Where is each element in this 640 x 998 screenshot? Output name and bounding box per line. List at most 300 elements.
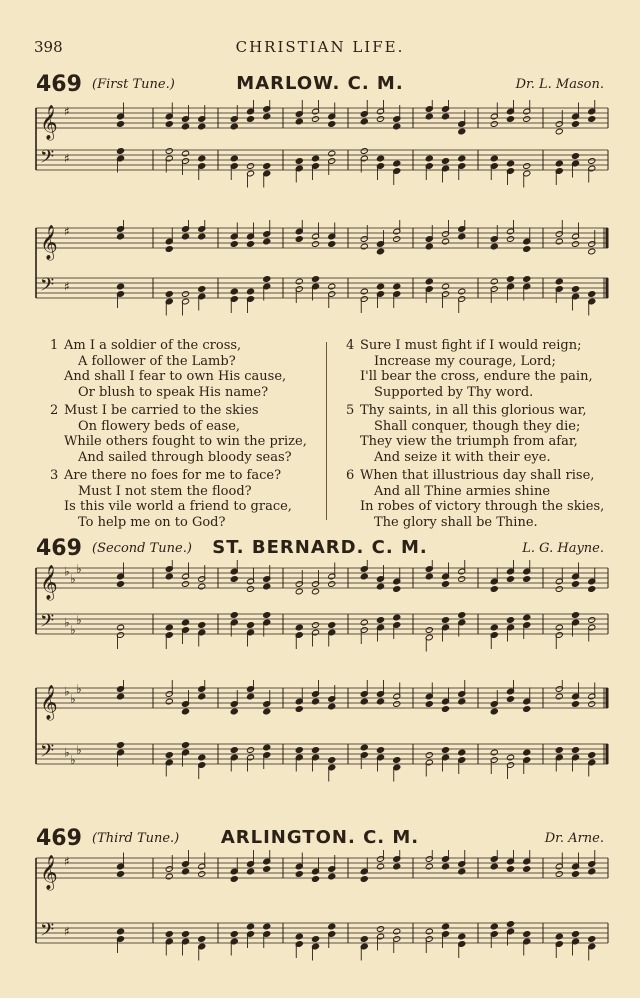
note-head: [425, 573, 433, 580]
stanza-line: And sailed through bloody seas?: [78, 449, 292, 465]
running-head: [0, 38, 640, 58]
note-head: [360, 243, 368, 250]
final-barline: [606, 278, 609, 298]
hymn-text: [0, 338, 640, 528]
note-head: [198, 583, 206, 590]
note-head: [263, 238, 271, 245]
note-head: [246, 868, 254, 875]
note-head: [328, 241, 336, 248]
note-head: [393, 283, 401, 290]
note-head: [555, 624, 563, 631]
note-head: [230, 123, 238, 130]
stanza-line: Is this vile world a friend to grace,: [64, 499, 292, 514]
note-head: [311, 936, 319, 943]
note-head: [198, 286, 206, 293]
note-head: [588, 701, 596, 708]
note-head: [181, 581, 189, 588]
note-head: [588, 617, 596, 624]
note-head: [263, 866, 271, 873]
note-head: [441, 923, 449, 930]
final-barline: [606, 744, 609, 764]
note-head: [360, 573, 368, 580]
note-head: [376, 116, 384, 123]
note-head: [458, 749, 466, 756]
tune-name: MARLOW. C. M.: [236, 73, 404, 94]
note-head: [555, 278, 563, 285]
sharp-icon: ♯: [64, 279, 70, 294]
note-head: [393, 586, 401, 593]
note-head: [425, 627, 433, 634]
note-head: [230, 155, 238, 162]
note-head: [425, 278, 433, 285]
note-head: [165, 624, 173, 631]
note-head: [198, 155, 206, 162]
stanza-line: Are there no foes for me to face?: [64, 468, 282, 483]
note-head: [360, 148, 368, 155]
note-head: [295, 706, 303, 713]
note-head: [165, 752, 173, 759]
note-head: [116, 928, 124, 935]
note-head: [263, 163, 271, 170]
note-head: [555, 238, 563, 245]
stanza-line: I'll bear the cross, endure the pain,: [360, 369, 593, 384]
stanza-line: Am I a soldier of the cross,: [64, 338, 242, 353]
tune-label: (Third Tune.): [92, 831, 180, 846]
stanza-line: And seize it with their eye.: [374, 449, 551, 465]
note-head: [311, 241, 319, 248]
note-head: [425, 928, 433, 935]
note-head: [571, 153, 579, 160]
note-head: [198, 871, 206, 878]
note-head: [506, 866, 514, 873]
note-head: [458, 155, 466, 162]
note-head: [246, 163, 254, 170]
stanza: [346, 338, 616, 400]
note-head: [490, 243, 498, 250]
sharp-icon: ♯: [64, 224, 70, 239]
note-head: [198, 233, 206, 240]
stanza-number: 4: [346, 338, 355, 353]
note-head: [116, 283, 124, 290]
note-head: [328, 923, 336, 930]
note-head: [393, 701, 401, 708]
note-head: [506, 160, 514, 167]
note-head: [571, 871, 579, 878]
bass-clef-icon: 𝄢: [40, 611, 55, 636]
note-head: [523, 866, 531, 873]
note-head: [116, 581, 124, 588]
note-head: [425, 752, 433, 759]
note-head: [263, 583, 271, 590]
note-head: [441, 581, 449, 588]
tune-heading-arlington: [0, 826, 640, 852]
stanza-line: To help me on to God?: [78, 514, 226, 530]
note-head: [425, 155, 433, 162]
note-head: [393, 928, 401, 935]
note-head: [198, 622, 206, 629]
stanza-number: 5: [346, 403, 355, 418]
note-head: [490, 863, 498, 870]
note-head: [490, 586, 498, 593]
note-head: [181, 123, 189, 130]
note-head: [328, 283, 336, 290]
note-head: [295, 278, 303, 285]
note-head: [523, 576, 531, 583]
note-head: [571, 701, 579, 708]
note-head: [360, 698, 368, 705]
stanza-line: And shall I fear to own His cause,: [64, 369, 287, 384]
note-head: [588, 248, 596, 255]
note-head: [246, 586, 254, 593]
note-head: [360, 118, 368, 125]
note-head: [311, 116, 319, 123]
note-head: [458, 288, 466, 295]
note-head: [328, 581, 336, 588]
note-head: [490, 708, 498, 715]
note-head: [328, 873, 336, 880]
treble-clef-icon: 𝄞: [40, 225, 58, 260]
hymn-number: 469: [36, 536, 82, 561]
stanza-number: 6: [346, 468, 355, 483]
music-system: [0, 100, 640, 196]
note-head: [523, 276, 531, 283]
note-head: [555, 693, 563, 700]
note-head: [311, 747, 319, 754]
stanza-line: In robes of victory through the skies,: [360, 499, 605, 514]
note-head: [116, 624, 124, 631]
note-head: [328, 703, 336, 710]
note-head: [360, 936, 368, 943]
note-head: [506, 576, 514, 583]
note-head: [181, 291, 189, 298]
note-head: [165, 121, 173, 128]
note-head: [458, 868, 466, 875]
note-head: [588, 936, 596, 943]
note-head: [458, 576, 466, 583]
stanza-line: Must I not stem the flood?: [78, 483, 252, 499]
stanza: [50, 468, 320, 530]
note-head: [165, 698, 173, 705]
music-system: [0, 220, 640, 332]
note-head: [376, 863, 384, 870]
stanza-line: Sure I must fight if I would reign;: [360, 338, 582, 353]
note-head: [555, 933, 563, 940]
note-head: [116, 233, 124, 240]
note-head: [230, 288, 238, 295]
note-head: [376, 583, 384, 590]
note-head: [441, 283, 449, 290]
final-barline: [606, 688, 609, 708]
hymn-number: 469: [36, 826, 82, 851]
note-head: [181, 708, 189, 715]
note-head: [588, 868, 596, 875]
sharp-icon: ♯: [64, 854, 70, 869]
running-title: CHRISTIAN LIFE.: [235, 38, 405, 56]
note-head: [311, 876, 319, 883]
note-head: [425, 113, 433, 120]
stanza-number: 3: [50, 468, 59, 483]
note-head: [230, 241, 238, 248]
note-head: [393, 863, 401, 870]
note-head: [360, 876, 368, 883]
tune-composer: Dr. Arne.: [544, 831, 604, 846]
note-head: [588, 752, 596, 759]
stanza-line: While others fought to win the prize,: [64, 434, 307, 449]
flat-icon: ♭: [76, 613, 82, 627]
bass-clef-icon: 𝄢: [40, 147, 55, 172]
stanza: [346, 468, 616, 530]
note-head: [588, 116, 596, 123]
note-head: [295, 871, 303, 878]
treble-clef-icon: 𝄞: [40, 565, 58, 600]
stanza-line: Must I be carried to the skies: [64, 403, 259, 418]
note-head: [263, 612, 271, 619]
note-head: [198, 936, 206, 943]
note-head: [295, 118, 303, 125]
stanza-line: Increase my courage, Lord;: [374, 353, 556, 369]
note-head: [393, 757, 401, 764]
tune-label: (Second Tune.): [92, 541, 192, 556]
flat-icon: ♭: [76, 682, 82, 696]
note-head: [588, 586, 596, 593]
note-head: [246, 288, 254, 295]
note-head: [588, 158, 596, 165]
stanza-number: 1: [50, 338, 59, 353]
note-head: [230, 931, 238, 938]
note-head: [571, 931, 579, 938]
note-head: [523, 246, 531, 253]
note-head: [246, 693, 254, 700]
sharp-icon: ♯: [64, 151, 70, 166]
note-head: [246, 747, 254, 754]
note-head: [328, 622, 336, 629]
stanza-column-left: [50, 338, 320, 533]
bass-clef-icon: 𝄢: [40, 275, 55, 300]
column-divider: [326, 342, 327, 520]
note-head: [181, 233, 189, 240]
treble-clef-icon: 𝄞: [40, 105, 58, 140]
note-head: [458, 933, 466, 940]
note-head: [441, 617, 449, 624]
note-head: [263, 276, 271, 283]
note-head: [441, 863, 449, 870]
music-system: [0, 560, 640, 664]
page-number: 398: [34, 38, 63, 56]
note-head: [441, 747, 449, 754]
note-head: [246, 241, 254, 248]
note-head: [571, 286, 579, 293]
note-head: [523, 116, 531, 123]
note-head: [458, 612, 466, 619]
note-head: [555, 128, 563, 135]
note-head: [441, 158, 449, 165]
note-head: [571, 241, 579, 248]
music-system: [0, 680, 640, 804]
bass-clef-icon: 𝄢: [40, 920, 55, 945]
sharp-icon: ♯: [64, 924, 70, 939]
note-head: [441, 113, 449, 120]
note-head: [295, 158, 303, 165]
note-head: [506, 921, 514, 928]
note-head: [523, 706, 531, 713]
flat-icon: ♭: [76, 562, 82, 576]
tune-heading-st-bernard: [0, 536, 640, 562]
note-head: [425, 863, 433, 870]
note-head: [263, 113, 271, 120]
note-head: [311, 622, 319, 629]
note-head: [571, 747, 579, 754]
hymn-number: 469: [36, 72, 82, 97]
flat-icon: ♭: [70, 623, 76, 637]
music-system: [0, 850, 640, 990]
note-head: [458, 698, 466, 705]
note-head: [116, 693, 124, 700]
note-head: [165, 246, 173, 253]
note-head: [393, 123, 401, 130]
note-head: [165, 291, 173, 298]
note-head: [198, 754, 206, 761]
note-head: [458, 128, 466, 135]
note-head: [230, 747, 238, 754]
note-head: [198, 693, 206, 700]
note-head: [295, 747, 303, 754]
stanza-column-right: [346, 338, 616, 533]
note-head: [165, 148, 173, 155]
note-head: [555, 871, 563, 878]
note-head: [246, 622, 254, 629]
stanza: [346, 403, 616, 465]
note-head: [555, 747, 563, 754]
note-head: [376, 926, 384, 933]
note-head: [571, 581, 579, 588]
note-head: [328, 121, 336, 128]
flat-icon: ♭: [76, 743, 82, 757]
flat-icon: ♭: [70, 572, 76, 586]
note-head: [506, 617, 514, 624]
tune-label: (First Tune.): [92, 77, 175, 92]
tune-name: ST. BERNARD. C. M.: [212, 537, 428, 558]
stanza-line: The glory shall be Thine.: [374, 514, 538, 530]
treble-clef-icon: 𝄞: [40, 685, 58, 720]
tune-heading-marlow: [0, 72, 640, 98]
note-head: [263, 923, 271, 930]
note-head: [165, 873, 173, 880]
note-head: [263, 708, 271, 715]
note-head: [295, 624, 303, 631]
note-head: [311, 155, 319, 162]
stanza-line: Or blush to speak His name?: [78, 384, 269, 400]
note-head: [441, 238, 449, 245]
note-head: [360, 288, 368, 295]
note-head: [360, 744, 368, 751]
note-head: [376, 248, 384, 255]
note-head: [165, 573, 173, 580]
note-head: [360, 619, 368, 626]
note-head: [376, 747, 384, 754]
note-head: [328, 150, 336, 157]
note-head: [165, 931, 173, 938]
note-head: [490, 155, 498, 162]
note-head: [116, 742, 124, 749]
note-head: [490, 278, 498, 285]
note-head: [571, 121, 579, 128]
note-head: [311, 276, 319, 283]
sharp-icon: ♯: [64, 104, 70, 119]
note-head: [523, 163, 531, 170]
note-head: [490, 749, 498, 756]
note-head: [506, 116, 514, 123]
stanza-line: And all Thine armies shine: [374, 483, 551, 499]
note-head: [571, 612, 579, 619]
note-head: [181, 619, 189, 626]
stanza-line: Shall conquer, though they die;: [374, 418, 581, 434]
note-head: [588, 291, 596, 298]
flat-icon: ♭: [64, 745, 70, 760]
note-head: [181, 868, 189, 875]
note-head: [181, 742, 189, 749]
note-head: [181, 150, 189, 157]
note-head: [376, 283, 384, 290]
stanza: [50, 403, 320, 465]
note-head: [490, 624, 498, 631]
note-head: [490, 923, 498, 930]
note-head: [116, 148, 124, 155]
note-head: [181, 931, 189, 938]
note-head: [230, 576, 238, 583]
note-head: [295, 236, 303, 243]
note-head: [116, 121, 124, 128]
note-head: [441, 706, 449, 713]
flat-icon: ♭: [70, 692, 76, 706]
note-head: [376, 155, 384, 162]
note-head: [246, 116, 254, 123]
note-head: [523, 749, 531, 756]
note-head: [230, 876, 238, 883]
note-head: [295, 933, 303, 940]
stanza-line: When that illustrious day shall rise,: [360, 468, 595, 483]
note-head: [506, 236, 514, 243]
note-head: [230, 612, 238, 619]
note-head: [458, 233, 466, 240]
stanza-line: They view the triumph from afar,: [360, 434, 578, 449]
final-barline: [606, 228, 609, 248]
note-head: [425, 243, 433, 250]
stanza-line: Thy saints, in all this glorious war,: [360, 403, 587, 418]
note-head: [393, 614, 401, 621]
tune-composer: L. G. Hayne.: [522, 541, 604, 556]
treble-clef-icon: 𝄞: [40, 855, 58, 890]
note-head: [555, 160, 563, 167]
note-head: [263, 744, 271, 751]
stanza-number: 2: [50, 403, 59, 418]
tune-composer: Dr. L. Mason.: [515, 77, 604, 92]
note-head: [523, 931, 531, 938]
note-head: [425, 701, 433, 708]
note-head: [393, 236, 401, 243]
tune-name: ARLINGTON. C. M.: [220, 827, 420, 848]
note-head: [523, 614, 531, 621]
flat-icon: ♭: [64, 564, 70, 579]
stanza-line: Supported by Thy word.: [374, 384, 534, 400]
flat-icon: ♭: [64, 615, 70, 630]
stanza-line: A follower of the Lamb?: [78, 353, 236, 369]
bass-clef-icon: 𝄢: [40, 741, 55, 766]
note-head: [311, 588, 319, 595]
note-head: [198, 123, 206, 130]
note-head: [393, 160, 401, 167]
note-head: [311, 698, 319, 705]
note-head: [328, 757, 336, 764]
